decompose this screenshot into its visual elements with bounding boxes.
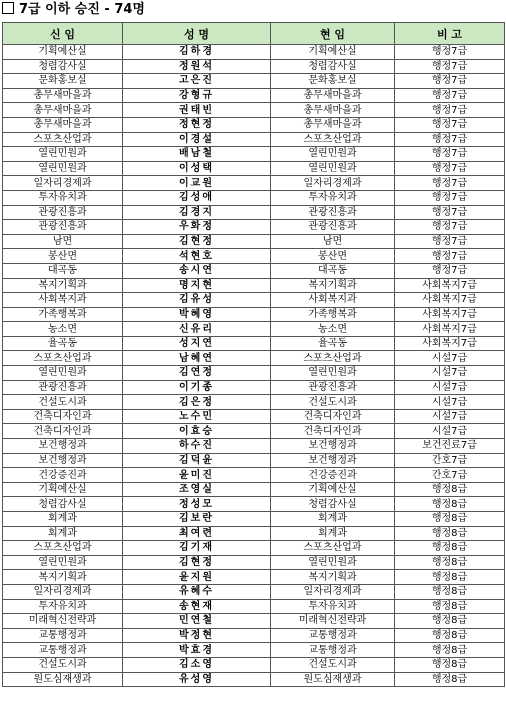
remarks-cell: 시설7급	[395, 351, 505, 366]
name-cell: 송시연	[123, 263, 271, 278]
table-row	[3, 220, 505, 235]
page-title-text: 7급 이하 승진 - 74명	[19, 2, 145, 17]
current-post-cell: 스포츠산업과	[271, 132, 395, 147]
current-post-cell: 총무새마을과	[271, 103, 395, 118]
table-row	[3, 570, 505, 585]
remarks-cell: 행정8급	[395, 570, 505, 585]
remarks-cell: 행정8급	[395, 497, 505, 512]
new-post-cell: 열린민원과	[3, 147, 123, 162]
table-row	[3, 117, 505, 132]
name-cell: 김하경	[123, 45, 271, 60]
current-post-cell: 스포츠산업과	[271, 541, 395, 556]
name-cell: 정현정	[123, 117, 271, 132]
current-post-cell: 열린민원과	[271, 161, 395, 176]
remarks-cell: 행정7급	[395, 190, 505, 205]
remarks-cell: 행정7급	[395, 176, 505, 191]
new-post-cell: 봉산면	[3, 249, 123, 264]
new-post-cell: 건설도시과	[3, 657, 123, 672]
current-post-cell: 일자리경제과	[271, 176, 395, 191]
remarks-cell: 행정7급	[395, 263, 505, 278]
table-row	[3, 439, 505, 454]
name-cell: 김덕윤	[123, 453, 271, 468]
remarks-cell: 행정8급	[395, 555, 505, 570]
new-post-cell: 미래혁신전략과	[3, 614, 123, 629]
name-cell: 신유리	[123, 322, 271, 337]
new-post-cell: 관광진흥과	[3, 220, 123, 235]
new-post-cell: 청렴감사실	[3, 497, 123, 512]
current-post-cell: 원도심재생과	[271, 672, 395, 687]
table-row	[3, 278, 505, 293]
remarks-cell: 행정7급	[395, 59, 505, 74]
new-post-cell: 열린민원과	[3, 161, 123, 176]
table-row	[3, 453, 505, 468]
new-post-cell: 사회복지과	[3, 293, 123, 308]
name-cell: 정성모	[123, 497, 271, 512]
remarks-cell: 행정7급	[395, 88, 505, 103]
table-row	[3, 205, 505, 220]
name-cell: 정원석	[123, 59, 271, 74]
name-cell: 석현호	[123, 249, 271, 264]
table-row	[3, 234, 505, 249]
name-cell: 이경설	[123, 132, 271, 147]
current-post-cell: 스포츠산업과	[271, 351, 395, 366]
table-row	[3, 132, 505, 147]
current-post-cell: 일자리경제과	[271, 584, 395, 599]
table-row	[3, 555, 505, 570]
name-cell: 이효승	[123, 424, 271, 439]
current-post-cell: 투자유치과	[271, 190, 395, 205]
current-post-cell: 율곡동	[271, 336, 395, 351]
new-post-cell: 관광진흥과	[3, 205, 123, 220]
name-cell: 명지현	[123, 278, 271, 293]
new-post-cell: 교통행정과	[3, 643, 123, 658]
new-post-cell: 복지기획과	[3, 570, 123, 585]
remarks-cell: 행정8급	[395, 643, 505, 658]
header-new-post: 신 임	[3, 23, 123, 45]
new-post-cell: 스포츠산업과	[3, 541, 123, 556]
name-cell: 조영실	[123, 482, 271, 497]
table-row	[3, 468, 505, 483]
remarks-cell: 행정8급	[395, 584, 505, 599]
name-cell: 이성택	[123, 161, 271, 176]
current-post-cell: 회계과	[271, 526, 395, 541]
table-row	[3, 336, 505, 351]
name-cell: 김연정	[123, 366, 271, 381]
current-post-cell: 열린민원과	[271, 555, 395, 570]
remarks-cell: 행정7급	[395, 234, 505, 249]
table-row	[3, 322, 505, 337]
current-post-cell: 복지기획과	[271, 570, 395, 585]
header-name: 성 명	[123, 23, 271, 45]
current-post-cell: 교통행정과	[271, 643, 395, 658]
name-cell: 박혜영	[123, 307, 271, 322]
remarks-cell: 시설7급	[395, 395, 505, 410]
table-row	[3, 103, 505, 118]
new-post-cell: 회계과	[3, 512, 123, 527]
table-row	[3, 88, 505, 103]
current-post-cell: 문화홍보실	[271, 74, 395, 89]
new-post-cell: 총무새마을과	[3, 117, 123, 132]
current-post-cell: 기획예산실	[271, 45, 395, 60]
current-post-cell: 건강증진과	[271, 468, 395, 483]
current-post-cell: 봉산면	[271, 249, 395, 264]
remarks-cell: 행정7급	[395, 161, 505, 176]
table-row	[3, 482, 505, 497]
name-cell: 노수민	[123, 409, 271, 424]
current-post-cell: 열린민원과	[271, 147, 395, 162]
name-cell: 이교원	[123, 176, 271, 191]
header-remarks: 비 고	[395, 23, 505, 45]
table-row	[3, 643, 505, 658]
remarks-cell: 행정7급	[395, 74, 505, 89]
page-title	[2, 0, 145, 20]
name-cell: 김경지	[123, 205, 271, 220]
name-cell: 윤지원	[123, 570, 271, 585]
table-row	[3, 249, 505, 264]
name-cell: 고은진	[123, 74, 271, 89]
name-cell: 김보란	[123, 512, 271, 527]
remarks-cell: 시설7급	[395, 380, 505, 395]
current-post-cell: 복지기획과	[271, 278, 395, 293]
new-post-cell: 스포츠산업과	[3, 351, 123, 366]
current-post-cell: 관광진흥과	[271, 205, 395, 220]
current-post-cell: 미래혁신전략과	[271, 614, 395, 629]
name-cell: 김은정	[123, 395, 271, 410]
current-post-cell: 건축디자인과	[271, 409, 395, 424]
new-post-cell: 남면	[3, 234, 123, 249]
table-row	[3, 293, 505, 308]
new-post-cell: 교통행정과	[3, 628, 123, 643]
new-post-cell: 투자유치과	[3, 599, 123, 614]
remarks-cell: 행정8급	[395, 657, 505, 672]
table-body	[3, 45, 505, 687]
remarks-cell: 행정8급	[395, 672, 505, 687]
new-post-cell: 건설도시과	[3, 395, 123, 410]
table-row	[3, 395, 505, 410]
new-post-cell: 일자리경제과	[3, 176, 123, 191]
new-post-cell: 회계과	[3, 526, 123, 541]
table-row	[3, 263, 505, 278]
new-post-cell: 대곡동	[3, 263, 123, 278]
current-post-cell: 관광진흥과	[271, 220, 395, 235]
table-row	[3, 526, 505, 541]
new-post-cell: 총무새마을과	[3, 103, 123, 118]
name-cell: 윤미진	[123, 468, 271, 483]
new-post-cell: 청렴감사실	[3, 59, 123, 74]
current-post-cell: 회계과	[271, 512, 395, 527]
current-post-cell: 총무새마을과	[271, 88, 395, 103]
new-post-cell: 열린민원과	[3, 555, 123, 570]
name-cell: 하수진	[123, 439, 271, 454]
table-row	[3, 147, 505, 162]
remarks-cell: 행정8급	[395, 628, 505, 643]
table-row	[3, 541, 505, 556]
name-cell: 김소영	[123, 657, 271, 672]
name-cell: 배남철	[123, 147, 271, 162]
new-post-cell: 기획예산실	[3, 45, 123, 60]
name-cell: 성지연	[123, 336, 271, 351]
table-row	[3, 657, 505, 672]
current-post-cell: 건설도시과	[271, 657, 395, 672]
table-row	[3, 59, 505, 74]
name-cell: 우화정	[123, 220, 271, 235]
table-row	[3, 599, 505, 614]
current-post-cell: 기획예산실	[271, 482, 395, 497]
current-post-cell: 총무새마을과	[271, 117, 395, 132]
remarks-cell: 행정8급	[395, 482, 505, 497]
current-post-cell: 관광진흥과	[271, 380, 395, 395]
name-cell: 김현정	[123, 555, 271, 570]
table-row	[3, 424, 505, 439]
name-cell: 최여련	[123, 526, 271, 541]
current-post-cell: 남면	[271, 234, 395, 249]
new-post-cell: 농소면	[3, 322, 123, 337]
new-post-cell: 투자유치과	[3, 190, 123, 205]
current-post-cell: 교통행정과	[271, 628, 395, 643]
name-cell: 민연철	[123, 614, 271, 629]
name-cell: 송현재	[123, 599, 271, 614]
current-post-cell: 보건행정과	[271, 453, 395, 468]
remarks-cell: 사회복지7급	[395, 307, 505, 322]
remarks-cell: 시설7급	[395, 366, 505, 381]
remarks-cell: 행정7급	[395, 117, 505, 132]
current-post-cell: 건설도시과	[271, 395, 395, 410]
remarks-cell: 사회복지7급	[395, 278, 505, 293]
table-row	[3, 584, 505, 599]
name-cell: 김유성	[123, 293, 271, 308]
remarks-cell: 사회복지7급	[395, 293, 505, 308]
remarks-cell: 행정7급	[395, 249, 505, 264]
remarks-cell: 사회복지7급	[395, 336, 505, 351]
new-post-cell: 복지기획과	[3, 278, 123, 293]
new-post-cell: 원도심재생과	[3, 672, 123, 687]
remarks-cell: 행정8급	[395, 599, 505, 614]
remarks-cell: 보건진료7급	[395, 439, 505, 454]
remarks-cell: 사회복지7급	[395, 322, 505, 337]
table-row	[3, 497, 505, 512]
table-row	[3, 614, 505, 629]
new-post-cell: 보건행정과	[3, 453, 123, 468]
current-post-cell: 건축디자인과	[271, 424, 395, 439]
name-cell: 김기재	[123, 541, 271, 556]
new-post-cell: 열린민원과	[3, 366, 123, 381]
new-post-cell: 율곡동	[3, 336, 123, 351]
remarks-cell: 행정7급	[395, 103, 505, 118]
current-post-cell: 청렴감사실	[271, 497, 395, 512]
remarks-cell: 행정7급	[395, 132, 505, 147]
table-row	[3, 307, 505, 322]
table-row	[3, 672, 505, 687]
name-cell: 남혜연	[123, 351, 271, 366]
new-post-cell: 문화홍보실	[3, 74, 123, 89]
remarks-cell: 시설7급	[395, 424, 505, 439]
new-post-cell: 건축디자인과	[3, 424, 123, 439]
current-post-cell: 열린민원과	[271, 366, 395, 381]
table-row	[3, 409, 505, 424]
checkbox-icon	[2, 2, 14, 14]
current-post-cell: 보건행정과	[271, 439, 395, 454]
name-cell: 박효경	[123, 643, 271, 658]
name-cell: 이기종	[123, 380, 271, 395]
remarks-cell: 행정7급	[395, 147, 505, 162]
new-post-cell: 건축디자인과	[3, 409, 123, 424]
new-post-cell: 보건행정과	[3, 439, 123, 454]
header-row	[3, 23, 505, 45]
promotion-table	[2, 22, 505, 687]
name-cell: 김현정	[123, 234, 271, 249]
remarks-cell: 시설7급	[395, 409, 505, 424]
table-row	[3, 628, 505, 643]
table-row	[3, 351, 505, 366]
current-post-cell: 청렴감사실	[271, 59, 395, 74]
name-cell: 박정현	[123, 628, 271, 643]
name-cell: 강형규	[123, 88, 271, 103]
table-row	[3, 45, 505, 60]
remarks-cell: 간호7급	[395, 468, 505, 483]
name-cell: 권태빈	[123, 103, 271, 118]
new-post-cell: 일자리경제과	[3, 584, 123, 599]
remarks-cell: 행정7급	[395, 220, 505, 235]
table-row	[3, 176, 505, 191]
new-post-cell: 가족행복과	[3, 307, 123, 322]
table-row	[3, 380, 505, 395]
table-row	[3, 366, 505, 381]
current-post-cell: 투자유치과	[271, 599, 395, 614]
table-row	[3, 161, 505, 176]
new-post-cell: 기획예산실	[3, 482, 123, 497]
table-row	[3, 190, 505, 205]
new-post-cell: 스포츠산업과	[3, 132, 123, 147]
new-post-cell: 총무새마을과	[3, 88, 123, 103]
header-current-post: 현 임	[271, 23, 395, 45]
remarks-cell: 간호7급	[395, 453, 505, 468]
current-post-cell: 사회복지과	[271, 293, 395, 308]
remarks-cell: 행정8급	[395, 526, 505, 541]
name-cell: 유혜수	[123, 584, 271, 599]
name-cell: 유성영	[123, 672, 271, 687]
new-post-cell: 건강증진과	[3, 468, 123, 483]
current-post-cell: 가족행복과	[271, 307, 395, 322]
table-row	[3, 512, 505, 527]
remarks-cell: 행정7급	[395, 45, 505, 60]
remarks-cell: 행정7급	[395, 205, 505, 220]
new-post-cell: 관광진흥과	[3, 380, 123, 395]
name-cell: 김성애	[123, 190, 271, 205]
current-post-cell: 대곡동	[271, 263, 395, 278]
current-post-cell: 농소면	[271, 322, 395, 337]
remarks-cell: 행정8급	[395, 614, 505, 629]
table-row	[3, 74, 505, 89]
remarks-cell: 행정8급	[395, 541, 505, 556]
remarks-cell: 행정8급	[395, 512, 505, 527]
